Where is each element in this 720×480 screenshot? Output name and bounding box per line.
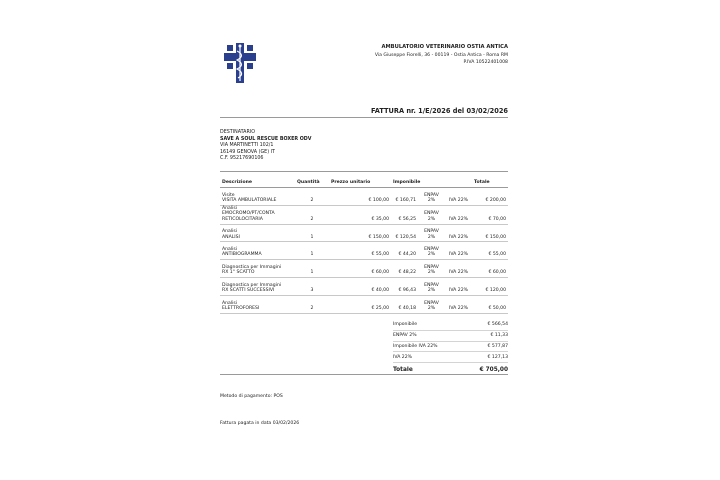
table-row (220, 188, 508, 206)
item-unit-price: € 40,00 (329, 278, 391, 296)
item-quantity: 3 (295, 278, 329, 296)
totals-row (393, 352, 508, 363)
item-taxable: € 44,20 (391, 242, 418, 260)
table-row (220, 296, 508, 314)
clinic-header (375, 44, 508, 67)
item-total: € 70,00 (472, 205, 508, 224)
header-description: Descrizione (220, 177, 295, 188)
item-enpav: ENPAV 2% (418, 260, 445, 278)
item-name: ANTIBIOGRAMMA (222, 252, 262, 258)
item-name: EMOCROMO/PT/CONTA RETICOLOCITARIA (222, 211, 275, 222)
table-row (220, 260, 508, 278)
totals-value: € 11,33 (490, 333, 508, 339)
item-category: Diagnostica per Immagini (222, 282, 282, 288)
caduceus-cross-icon (224, 43, 256, 83)
item-name: ELETTROFORESI (222, 306, 260, 312)
item-unit-price: € 35,00 (329, 205, 391, 224)
recipient-cf: C.F. 95217690106 (220, 156, 264, 162)
recipient-label: DESTINATARIO (220, 130, 255, 135)
item-description (220, 242, 295, 260)
item-category: Analisi (222, 229, 238, 235)
item-total: € 55,00 (472, 242, 508, 260)
item-unit-price: € 150,00 (329, 224, 391, 242)
item-description (220, 296, 295, 314)
recipient-block (220, 130, 312, 163)
item-unit-price: € 55,00 (329, 242, 391, 260)
item-name: VISITA AMBULATORIALE (222, 198, 277, 204)
item-quantity: 1 (295, 260, 329, 278)
item-enpav: ENPAV 2% (418, 205, 445, 224)
recipient-street: VIA MARTINETTI 102/1 (220, 143, 274, 149)
item-taxable: € 120,54 (391, 224, 418, 242)
item-enpav: ENPAV 2% (418, 188, 445, 206)
item-description (220, 278, 295, 296)
item-name: ANALISI (222, 234, 240, 240)
item-iva: IVA 22% (445, 296, 472, 314)
header-enpav (418, 177, 445, 188)
totals-row (393, 331, 508, 342)
item-description (220, 188, 295, 206)
table-header-row (220, 177, 508, 188)
totals-label: Imponibile IVA 22% (393, 343, 438, 349)
item-name: RX SCATTI SUCCESSIVI (222, 288, 275, 294)
item-iva: IVA 22% (445, 205, 472, 224)
item-iva: IVA 22% (445, 188, 472, 206)
item-unit-price: € 100,00 (329, 188, 391, 206)
clinic-address: Via Giuseppe Fiorelli, 36 - 00119 - Ostia Antica - Roma RM (374, 52, 508, 58)
item-unit-price: € 25,00 (329, 296, 391, 314)
item-category: Diagnostica per Immagini (222, 264, 282, 270)
totals-value: € 577,87 (487, 343, 508, 349)
item-taxable: € 96,43 (391, 278, 418, 296)
title-divider (220, 117, 508, 118)
footer-divider (220, 374, 508, 375)
item-total: € 50,00 (472, 296, 508, 314)
clinic-vat: P.IVA 10522401008 (463, 60, 508, 66)
item-taxable: € 48,22 (391, 260, 418, 278)
invoice-title: FATTURA nr. 1/E/2026 del 03/02/2026 (371, 107, 508, 115)
recipient-name: SAVE A SOUL RESCUE BOXER ODV (220, 136, 312, 142)
table-row (220, 242, 508, 260)
item-description (220, 224, 295, 242)
totals-row (393, 320, 508, 331)
item-enpav: ENPAV 2% (418, 224, 445, 242)
item-category: Analisi (222, 300, 238, 306)
item-description (220, 205, 295, 224)
item-category: Analisi (222, 205, 238, 211)
totals-row (393, 342, 508, 353)
item-enpav: ENPAV 2% (418, 242, 445, 260)
item-taxable: € 160,71 (391, 188, 418, 206)
header-unit-price: Prezzo unitario (329, 177, 391, 188)
clinic-logo (224, 43, 256, 83)
item-quantity: 2 (295, 205, 329, 224)
header-iva (445, 177, 472, 188)
table-row (220, 205, 508, 224)
item-taxable: € 40,18 (391, 296, 418, 314)
totals-value: € 127,13 (487, 354, 508, 360)
item-unit-price: € 60,00 (329, 260, 391, 278)
item-enpav: ENPAV 2% (418, 296, 445, 314)
item-iva: IVA 22% (445, 242, 472, 260)
item-total: € 200,00 (472, 188, 508, 206)
payment-method: Metodo di pagamento: POS (220, 394, 283, 399)
item-total: € 120,00 (472, 278, 508, 296)
item-iva: IVA 22% (445, 224, 472, 242)
totals-label: IVA 22% (393, 354, 413, 360)
item-total: € 60,00 (472, 260, 508, 278)
item-enpav: ENPAV 2% (418, 278, 445, 296)
item-total: € 150,00 (472, 224, 508, 242)
item-quantity: 2 (295, 296, 329, 314)
grand-total-label: Totale (393, 366, 413, 373)
item-category: Analisi (222, 247, 238, 253)
item-description (220, 260, 295, 278)
clinic-name: AMBULATORIO VETERINARIO OSTIA ANTICA (381, 44, 508, 50)
grand-total-value: € 705,00 (479, 366, 508, 373)
header-total: Totale (472, 177, 508, 188)
totals-value: € 566,54 (487, 322, 508, 328)
item-iva: IVA 22% (445, 260, 472, 278)
totals-label: ENPAV 2% (393, 333, 417, 339)
header-quantity: Quantità (295, 177, 329, 188)
item-quantity: 1 (295, 242, 329, 260)
totals-block (393, 320, 508, 376)
paid-note: Fattura pagata in data 03/02/2026 (220, 421, 300, 426)
item-name: RX 1° SCATTO (222, 270, 255, 276)
item-taxable: € 56,25 (391, 205, 418, 224)
item-quantity: 1 (295, 224, 329, 242)
item-iva: IVA 22% (445, 278, 472, 296)
table-row (220, 224, 508, 242)
header-taxable: Imponibile (391, 177, 418, 188)
table-row (220, 278, 508, 296)
items-table (220, 177, 508, 314)
item-quantity: 2 (295, 188, 329, 206)
recipient-city: 16149 GENOVA (GE) IT (220, 149, 275, 155)
recipient-divider (220, 171, 508, 172)
item-category: Visite (222, 192, 235, 198)
totals-label: Imponibile (393, 322, 418, 328)
